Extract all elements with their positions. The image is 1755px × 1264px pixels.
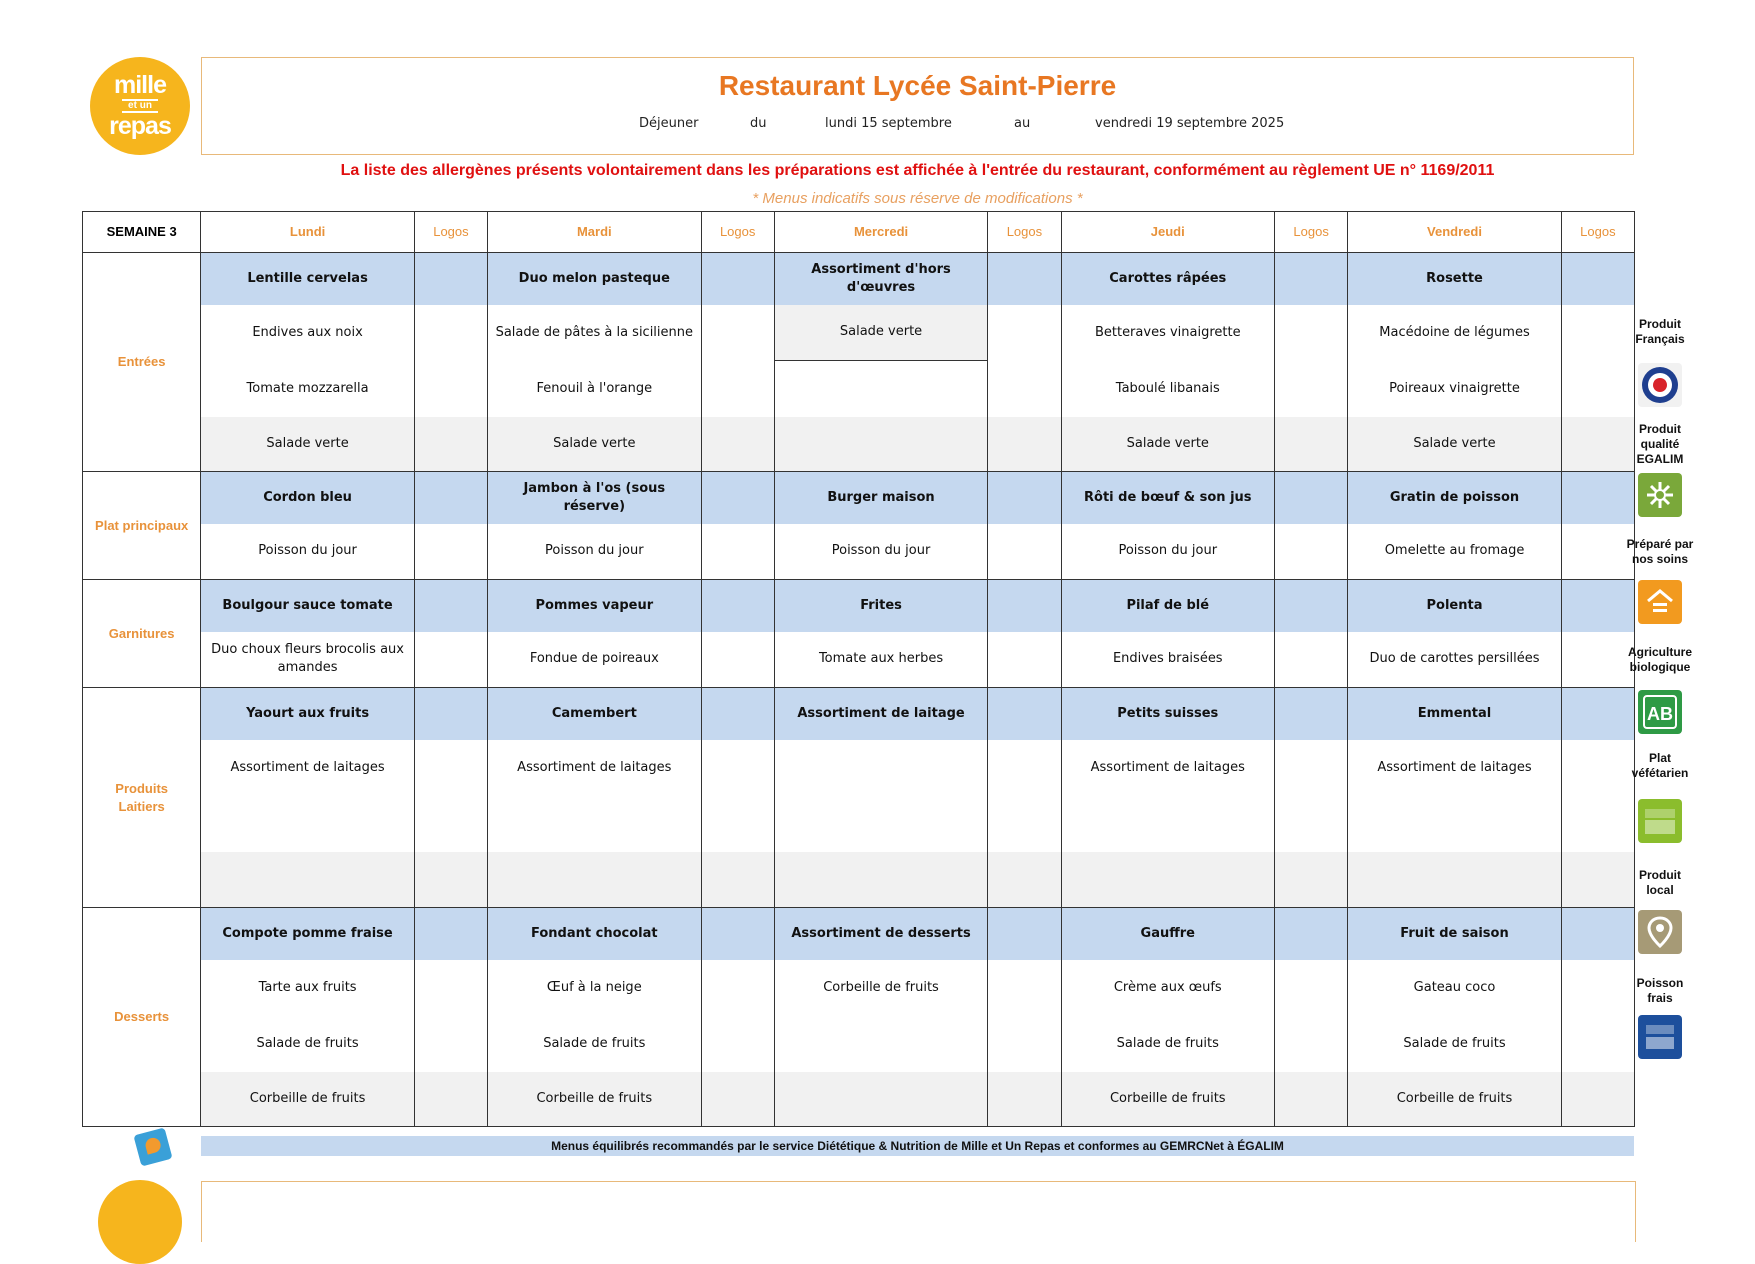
menu-cell: Rosette xyxy=(1348,253,1562,305)
menu-cell xyxy=(774,740,988,796)
menu-cell: Crème aux œufs xyxy=(1061,960,1275,1016)
logo-cell xyxy=(988,361,1061,417)
menu-cell: Assortiment de laitage xyxy=(774,688,988,740)
logo-cell xyxy=(1561,1072,1634,1127)
brand-logo-line2: et un xyxy=(122,99,158,113)
logos-header: Logos xyxy=(1561,212,1634,253)
table-row xyxy=(83,632,1635,688)
logo-cell xyxy=(1561,908,1634,960)
logo-cell xyxy=(1561,796,1634,852)
menu-cell: Endives braisées xyxy=(1061,632,1275,688)
french-flag-roundel-icon xyxy=(1638,363,1682,407)
logo-cell xyxy=(1275,305,1348,361)
footer-note: Menus équilibrés recommandés par le service Diététique & Nutrition de Mille et Un Repas et conformes au GEMRCNet à ÉGALIM xyxy=(201,1136,1634,1156)
logo-cell xyxy=(988,960,1061,1016)
category-laitiers xyxy=(83,688,201,908)
menu-cell xyxy=(1348,852,1562,908)
menu-cell: Fondue de poireaux xyxy=(488,632,702,688)
logo-cell xyxy=(701,852,774,908)
menu-cell: Poisson du jour xyxy=(201,524,415,580)
logo-cell xyxy=(1561,740,1634,796)
logo-cell xyxy=(1561,361,1634,417)
category-entrees: Entrées xyxy=(83,253,201,472)
table-row xyxy=(83,852,1635,908)
logo-cell xyxy=(701,740,774,796)
logo-cell xyxy=(1561,580,1634,632)
logo-cell xyxy=(414,417,487,472)
menu-cell: Assortiment de laitages xyxy=(201,740,415,796)
table-header-row xyxy=(83,212,1635,253)
day-header: Jeudi xyxy=(1061,212,1275,253)
table-row xyxy=(83,960,1635,1016)
logo-cell xyxy=(1561,960,1634,1016)
menu-cell: Boulgour sauce tomate xyxy=(201,580,415,632)
menu-cell: Pommes vapeur xyxy=(488,580,702,632)
menu-cell: Gateau coco xyxy=(1348,960,1562,1016)
logo-cell xyxy=(701,1072,774,1127)
logo-cell xyxy=(1561,305,1634,361)
menu-cell: Poireaux vinaigrette xyxy=(1348,361,1562,417)
logos-header: Logos xyxy=(1275,212,1348,253)
menu-cell xyxy=(488,796,702,852)
menu-cell: Emmental xyxy=(1348,688,1562,740)
logo-cell xyxy=(1561,852,1634,908)
logos-header: Logos xyxy=(988,212,1061,253)
menu-cell xyxy=(488,852,702,908)
brand-logo xyxy=(90,57,190,155)
legend-label-bio: Agriculture biologique xyxy=(1627,645,1692,674)
table-row xyxy=(83,305,1635,361)
logo-cell xyxy=(1561,1016,1634,1072)
menu-cell: Assortiment de laitages xyxy=(1061,740,1275,796)
menu-cell: Salade de fruits xyxy=(201,1016,415,1072)
logo-cell xyxy=(414,852,487,908)
menu-cell: Endives aux noix xyxy=(201,305,415,361)
brand-logo-line1: mille xyxy=(114,71,166,99)
logo-cell xyxy=(988,253,1061,305)
category-laitiers-line1: Produits xyxy=(115,780,169,796)
legend-label-local: Produit local xyxy=(1639,868,1681,897)
menu-cell: Duo melon pasteque xyxy=(488,253,702,305)
logo-cell xyxy=(988,688,1061,740)
logo-cell xyxy=(414,580,487,632)
logo-cell xyxy=(1275,253,1348,305)
nutrition-sticker-icon xyxy=(133,1127,172,1166)
meal-label: Déjeuner xyxy=(639,116,699,131)
menu-cell: Corbeille de fruits xyxy=(201,1072,415,1127)
table-row xyxy=(83,361,1635,417)
logo-cell xyxy=(701,417,774,472)
menu-cell: Fruit de saison xyxy=(1348,908,1562,960)
logo-cell xyxy=(701,253,774,305)
logo-cell xyxy=(1561,524,1634,580)
page-title: Restaurant Lycée Saint-Pierre xyxy=(718,70,1117,101)
logo-cell xyxy=(988,472,1061,524)
legend-label-poisson: Poisson frais xyxy=(1636,976,1684,1005)
menu-cell: Rôti de bœuf & son jus xyxy=(1061,472,1275,524)
menu-cell: Camembert xyxy=(488,688,702,740)
menu-cell: Assortiment d'hors d'œuvres xyxy=(774,253,988,305)
table-row xyxy=(83,908,1635,960)
menu-cell xyxy=(774,852,988,908)
table-row xyxy=(83,688,1635,740)
to-date: vendredi 19 septembre 2025 xyxy=(1095,116,1285,131)
logo-cell xyxy=(701,472,774,524)
menu-cell: Lentille cervelas xyxy=(201,253,415,305)
menu-cell: Taboulé libanais xyxy=(1061,361,1275,417)
logo-cell xyxy=(988,1072,1061,1127)
menu-cell: Tarte aux fruits xyxy=(201,960,415,1016)
logo-cell xyxy=(701,524,774,580)
brand-logo-line3: repas xyxy=(109,112,171,140)
logo-cell xyxy=(414,908,487,960)
logo-cell xyxy=(1275,580,1348,632)
logo-cell xyxy=(701,305,774,361)
logo-cell xyxy=(988,417,1061,472)
menu-cell: Fondant chocolat xyxy=(488,908,702,960)
menu-cell: Macédoine de légumes xyxy=(1348,305,1562,361)
ab-organic-icon xyxy=(1638,690,1682,734)
menu-cell: Gratin de poisson xyxy=(1348,472,1562,524)
from-date: lundi 15 septembre xyxy=(825,116,952,131)
house-chef-icon xyxy=(1638,580,1682,624)
logo-cell xyxy=(414,1016,487,1072)
table-row xyxy=(83,253,1635,305)
logo-cell xyxy=(988,524,1061,580)
logo-cell xyxy=(701,908,774,960)
menu-cell: Assortiment de desserts xyxy=(774,908,988,960)
menu-table xyxy=(82,211,1635,1127)
logo-cell xyxy=(1275,908,1348,960)
menu-cell: Betteraves vinaigrette xyxy=(1061,305,1275,361)
allergen-notice: La liste des allergènes présents volontairement dans les préparations est affichée à l'entrée du restaurant, conformément au règlement UE n° 1169/2011 xyxy=(340,162,1495,179)
logo-cell xyxy=(414,960,487,1016)
logo-cell xyxy=(988,740,1061,796)
logo-cell xyxy=(988,632,1061,688)
menu-cell xyxy=(774,1072,988,1127)
menu-cell: Salade de fruits xyxy=(1348,1016,1562,1072)
menu-cell: Œuf à la neige xyxy=(488,960,702,1016)
logo-cell xyxy=(988,580,1061,632)
logo-cell xyxy=(1275,1016,1348,1072)
logo-cell xyxy=(701,580,774,632)
from-label: du xyxy=(750,116,767,131)
logo-cell xyxy=(1275,688,1348,740)
menu-cell: Salade verte xyxy=(774,305,988,361)
logo-cell xyxy=(1561,472,1634,524)
logo-cell xyxy=(701,796,774,852)
day-header: Mardi xyxy=(488,212,702,253)
category-laitiers-line2: Laitiers xyxy=(118,798,165,814)
logo-cell xyxy=(414,632,487,688)
menu-cell: Yaourt aux fruits xyxy=(201,688,415,740)
logo-cell xyxy=(988,796,1061,852)
table-row xyxy=(83,796,1635,852)
menu-cell: Poisson du jour xyxy=(1061,524,1275,580)
logo-cell xyxy=(414,688,487,740)
logo-cell xyxy=(1275,361,1348,417)
produit-vege-icon xyxy=(1638,799,1682,843)
menu-cell: Duo choux fleurs brocolis aux amandes xyxy=(201,632,415,688)
logo-cell xyxy=(1275,524,1348,580)
menu-cell: Pilaf de blé xyxy=(1061,580,1275,632)
menu-cell: Salade de fruits xyxy=(1061,1016,1275,1072)
logo-cell xyxy=(414,472,487,524)
menu-cell: Compote pomme fraise xyxy=(201,908,415,960)
table-row xyxy=(83,580,1635,632)
menu-cell: Salade de fruits xyxy=(488,1016,702,1072)
menu-cell: Frites xyxy=(774,580,988,632)
logo-cell xyxy=(988,908,1061,960)
logo-cell xyxy=(988,1016,1061,1072)
table-row xyxy=(83,740,1635,796)
menu-cell xyxy=(201,852,415,908)
logo-cell xyxy=(1561,632,1634,688)
menu-cell: Salade verte xyxy=(488,417,702,472)
logo-cell xyxy=(414,305,487,361)
menu-cell: Duo de carottes persillées xyxy=(1348,632,1562,688)
legend-label-egalim: Produit qualité EGALIM xyxy=(1636,422,1684,466)
menu-cell: Salade verte xyxy=(1348,417,1562,472)
logos-header: Logos xyxy=(414,212,487,253)
menu-cell xyxy=(774,361,988,417)
table-row xyxy=(83,417,1635,472)
logo-cell xyxy=(1275,796,1348,852)
logo-cell xyxy=(414,1072,487,1127)
header-box xyxy=(201,57,1634,155)
logo-cell xyxy=(701,632,774,688)
legend-label-produit-francais: Produit Français xyxy=(1635,317,1685,346)
logo-cell xyxy=(701,361,774,417)
logo-cell xyxy=(1275,1072,1348,1127)
egalim-quality-icon xyxy=(1638,473,1682,517)
to-label: au xyxy=(1014,116,1031,131)
menu-cell xyxy=(1061,796,1275,852)
logo-cell xyxy=(988,852,1061,908)
menu-cell: Polenta xyxy=(1348,580,1562,632)
logo-cell xyxy=(1561,253,1634,305)
svg-text:AB: AB xyxy=(1647,704,1673,724)
category-garnitures: Garnitures xyxy=(83,580,201,688)
logo-cell xyxy=(1275,472,1348,524)
logo-cell xyxy=(1275,740,1348,796)
menu-cell: Salade de pâtes à la sicilienne xyxy=(488,305,702,361)
logo-cell xyxy=(1561,688,1634,740)
menu-cell: Omelette au fromage xyxy=(1348,524,1562,580)
menu-cell: Cordon bleu xyxy=(201,472,415,524)
menu-cell: Corbeille de fruits xyxy=(774,960,988,1016)
logo-cell xyxy=(701,1016,774,1072)
next-page-header-box xyxy=(201,1181,1636,1242)
menu-cell: Jambon à l'os (sous réserve) xyxy=(488,472,702,524)
category-plats: Plat principaux xyxy=(83,472,201,580)
logo-cell xyxy=(414,361,487,417)
category-desserts: Desserts xyxy=(83,908,201,1127)
indicative-notice: * Menus indicatifs sous réserve de modifications * xyxy=(752,190,1083,207)
logo-cell xyxy=(701,960,774,1016)
logo-cell xyxy=(1275,417,1348,472)
table-row xyxy=(83,524,1635,580)
menu-cell: Petits suisses xyxy=(1061,688,1275,740)
logo-cell xyxy=(414,740,487,796)
menu-cell: Salade verte xyxy=(201,417,415,472)
next-page-logo xyxy=(98,1180,182,1264)
week-label: SEMAINE 3 xyxy=(83,212,201,253)
menu-cell: Gauffre xyxy=(1061,908,1275,960)
logo-cell xyxy=(1561,417,1634,472)
logos-header: Logos xyxy=(701,212,774,253)
menu-cell: Corbeille de fruits xyxy=(1061,1072,1275,1127)
table-row xyxy=(83,1072,1635,1127)
menu-cell: Poisson du jour xyxy=(774,524,988,580)
menu-cell: Fenouil à l'orange xyxy=(488,361,702,417)
menu-cell xyxy=(201,796,415,852)
day-header: Lundi xyxy=(201,212,415,253)
menu-cell xyxy=(1061,852,1275,908)
menu-cell: Tomate mozzarella xyxy=(201,361,415,417)
day-header: Vendredi xyxy=(1348,212,1562,253)
logo-cell xyxy=(988,305,1061,361)
table-row xyxy=(83,472,1635,524)
logo-cell xyxy=(1275,632,1348,688)
menu-cell: Corbeille de fruits xyxy=(488,1072,702,1127)
logo-cell xyxy=(414,524,487,580)
logo-cell xyxy=(414,253,487,305)
logo-cell xyxy=(1275,960,1348,1016)
logo-cell xyxy=(1275,852,1348,908)
legend-label-vegetarien: Plat véfétarien xyxy=(1631,751,1689,780)
menu-cell: Salade verte xyxy=(1061,417,1275,472)
menu-cell: Burger maison xyxy=(774,472,988,524)
location-pin-icon xyxy=(1638,910,1682,954)
menu-cell: Carottes râpées xyxy=(1061,253,1275,305)
table-row xyxy=(83,1016,1635,1072)
menu-cell xyxy=(774,796,988,852)
menu-cell xyxy=(1348,796,1562,852)
menu-cell: Assortiment de laitages xyxy=(1348,740,1562,796)
menu-cell: Poisson du jour xyxy=(488,524,702,580)
menu-cell xyxy=(774,1016,988,1072)
day-header: Mercredi xyxy=(774,212,988,253)
logo-cell xyxy=(701,688,774,740)
logo-cell xyxy=(414,796,487,852)
menu-cell xyxy=(774,417,988,472)
menu-cell: Tomate aux herbes xyxy=(774,632,988,688)
menu-cell: Assortiment de laitages xyxy=(488,740,702,796)
legend-label-prepare: Préparé par nos soins xyxy=(1626,537,1694,566)
poisson-frais-icon xyxy=(1638,1015,1682,1059)
menu-cell: Corbeille de fruits xyxy=(1348,1072,1562,1127)
